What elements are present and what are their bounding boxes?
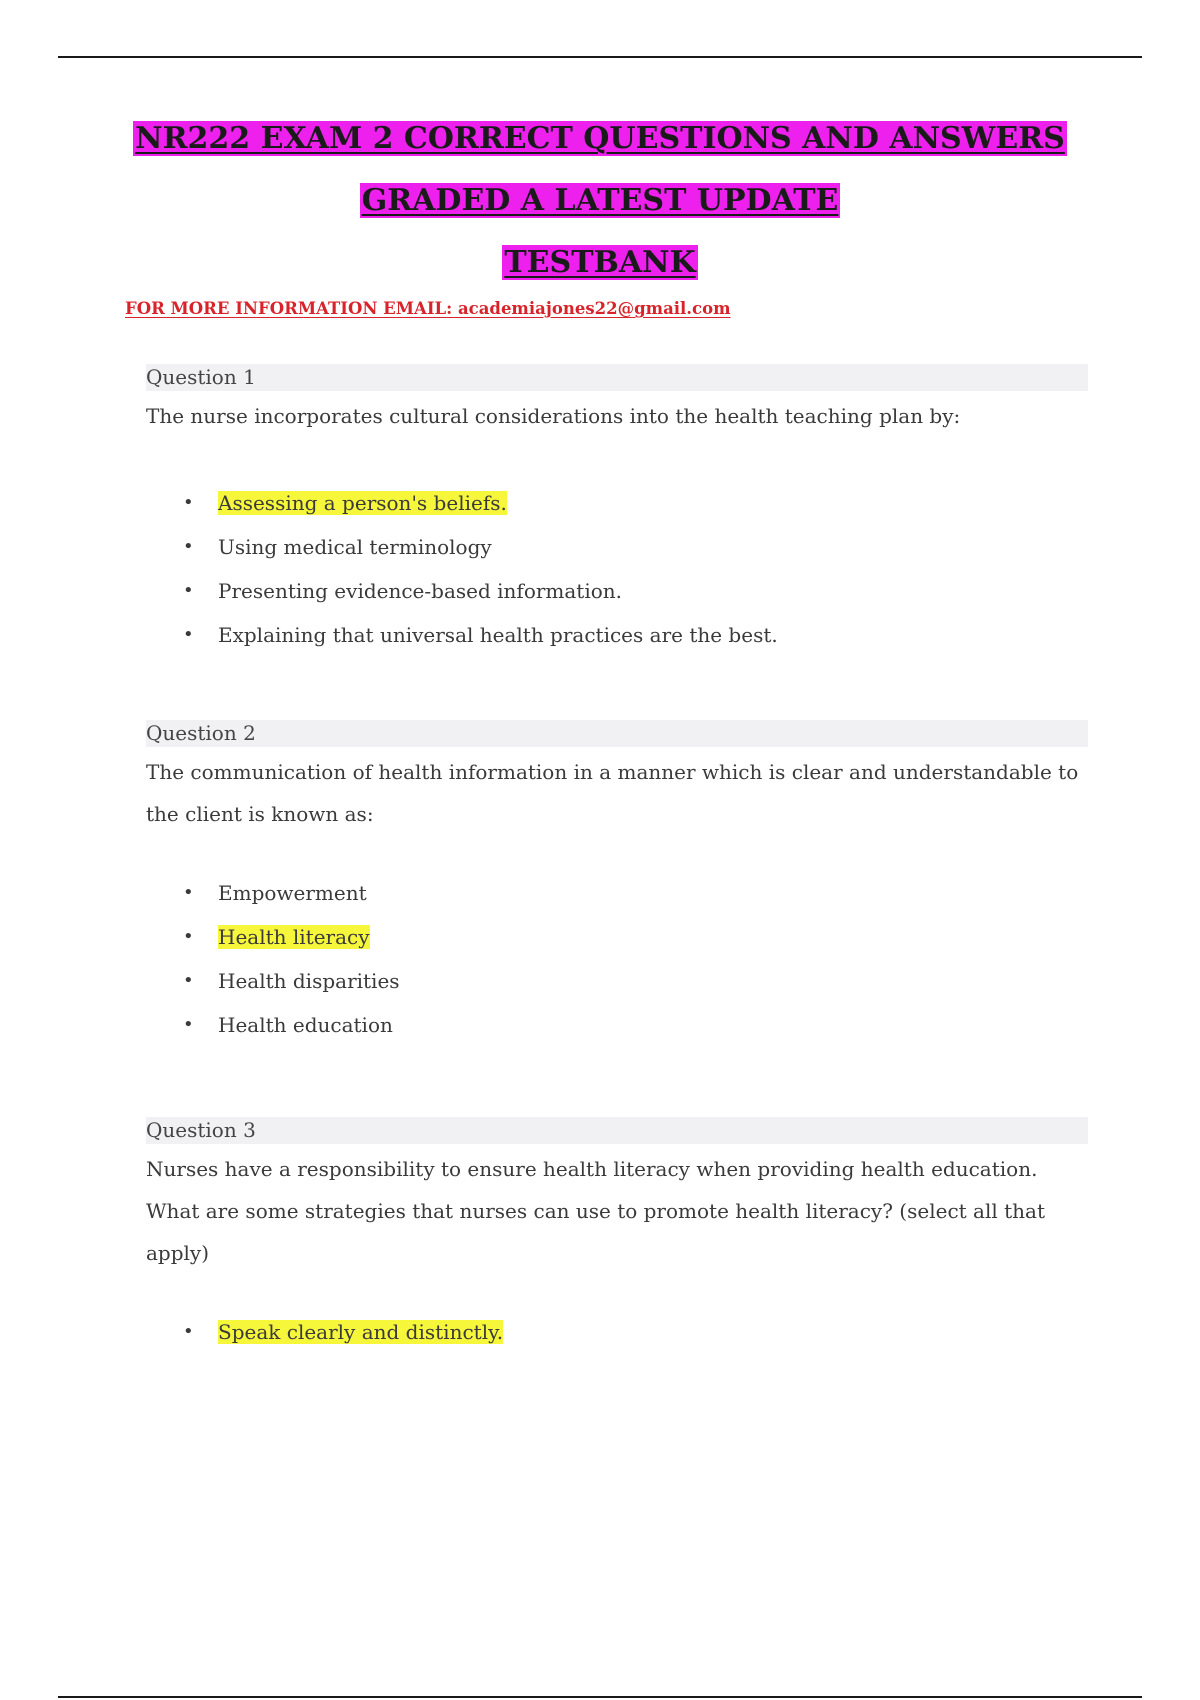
question-block xyxy=(146,720,1088,1047)
answer-text: Health education xyxy=(218,1013,393,1037)
answer-option xyxy=(183,1310,1125,1354)
bullet-icon: • xyxy=(183,926,194,947)
bullet-icon: • xyxy=(183,580,194,601)
question-text: The communication of health information in a manner which is clear and understandable to the client is known as: xyxy=(146,760,1079,826)
bullet-icon: • xyxy=(183,882,194,903)
question-text: The nurse incorporates cultural considerations into the health teaching plan by: xyxy=(146,404,961,428)
bullet-icon: • xyxy=(183,492,194,513)
bullet-icon: • xyxy=(183,624,194,645)
bottom-rule xyxy=(58,1696,1142,1698)
question-block xyxy=(146,364,1088,657)
title-line: GRADED A LATEST UPDATE xyxy=(361,183,839,218)
answer-options xyxy=(183,481,1125,657)
answer-option xyxy=(183,871,1125,915)
contact-email-line[interactable]: FOR MORE INFORMATION EMAIL: academiajones22@gmail.com xyxy=(125,299,731,318)
answer-option xyxy=(183,569,1125,613)
bullet-icon: • xyxy=(183,1321,194,1342)
correct-answer: Health literacy xyxy=(218,925,370,949)
bullet-icon: • xyxy=(183,536,194,557)
answer-text: Explaining that universal health practices are the best. xyxy=(218,623,778,647)
bullet-icon: • xyxy=(183,970,194,991)
title-line: NR222 EXAM 2 CORRECT QUESTIONS AND ANSWERS xyxy=(135,121,1065,156)
question-text: Nurses have a responsibility to ensure health literacy when providing health education. What are some strategies that nurses can use to promote health literacy? (select all that apply) xyxy=(146,1157,1045,1265)
answer-options xyxy=(183,1310,1125,1354)
question-heading: Question 3 xyxy=(146,1117,1088,1144)
correct-answer: Speak clearly and distinctly. xyxy=(218,1320,504,1344)
question-heading: Question 2 xyxy=(146,720,1088,747)
answer-text: Presenting evidence-based information. xyxy=(218,579,623,603)
question-heading: Question 1 xyxy=(146,364,1088,391)
answer-option xyxy=(183,481,1125,525)
question-block xyxy=(146,1117,1088,1354)
answer-text: Empowerment xyxy=(218,881,367,905)
bullet-icon: • xyxy=(183,1014,194,1035)
answer-option xyxy=(183,613,1125,657)
title-line: TESTBANK xyxy=(504,245,696,280)
answer-option xyxy=(183,959,1125,1003)
answer-option xyxy=(183,1003,1125,1047)
top-rule xyxy=(58,56,1142,58)
answer-text: Using medical terminology xyxy=(218,535,492,559)
answer-text: Health disparities xyxy=(218,969,400,993)
document-title xyxy=(58,108,1142,294)
answer-option xyxy=(183,915,1125,959)
answer-option xyxy=(183,525,1125,569)
answer-options xyxy=(183,871,1125,1047)
correct-answer: Assessing a person's beliefs. xyxy=(218,491,507,515)
